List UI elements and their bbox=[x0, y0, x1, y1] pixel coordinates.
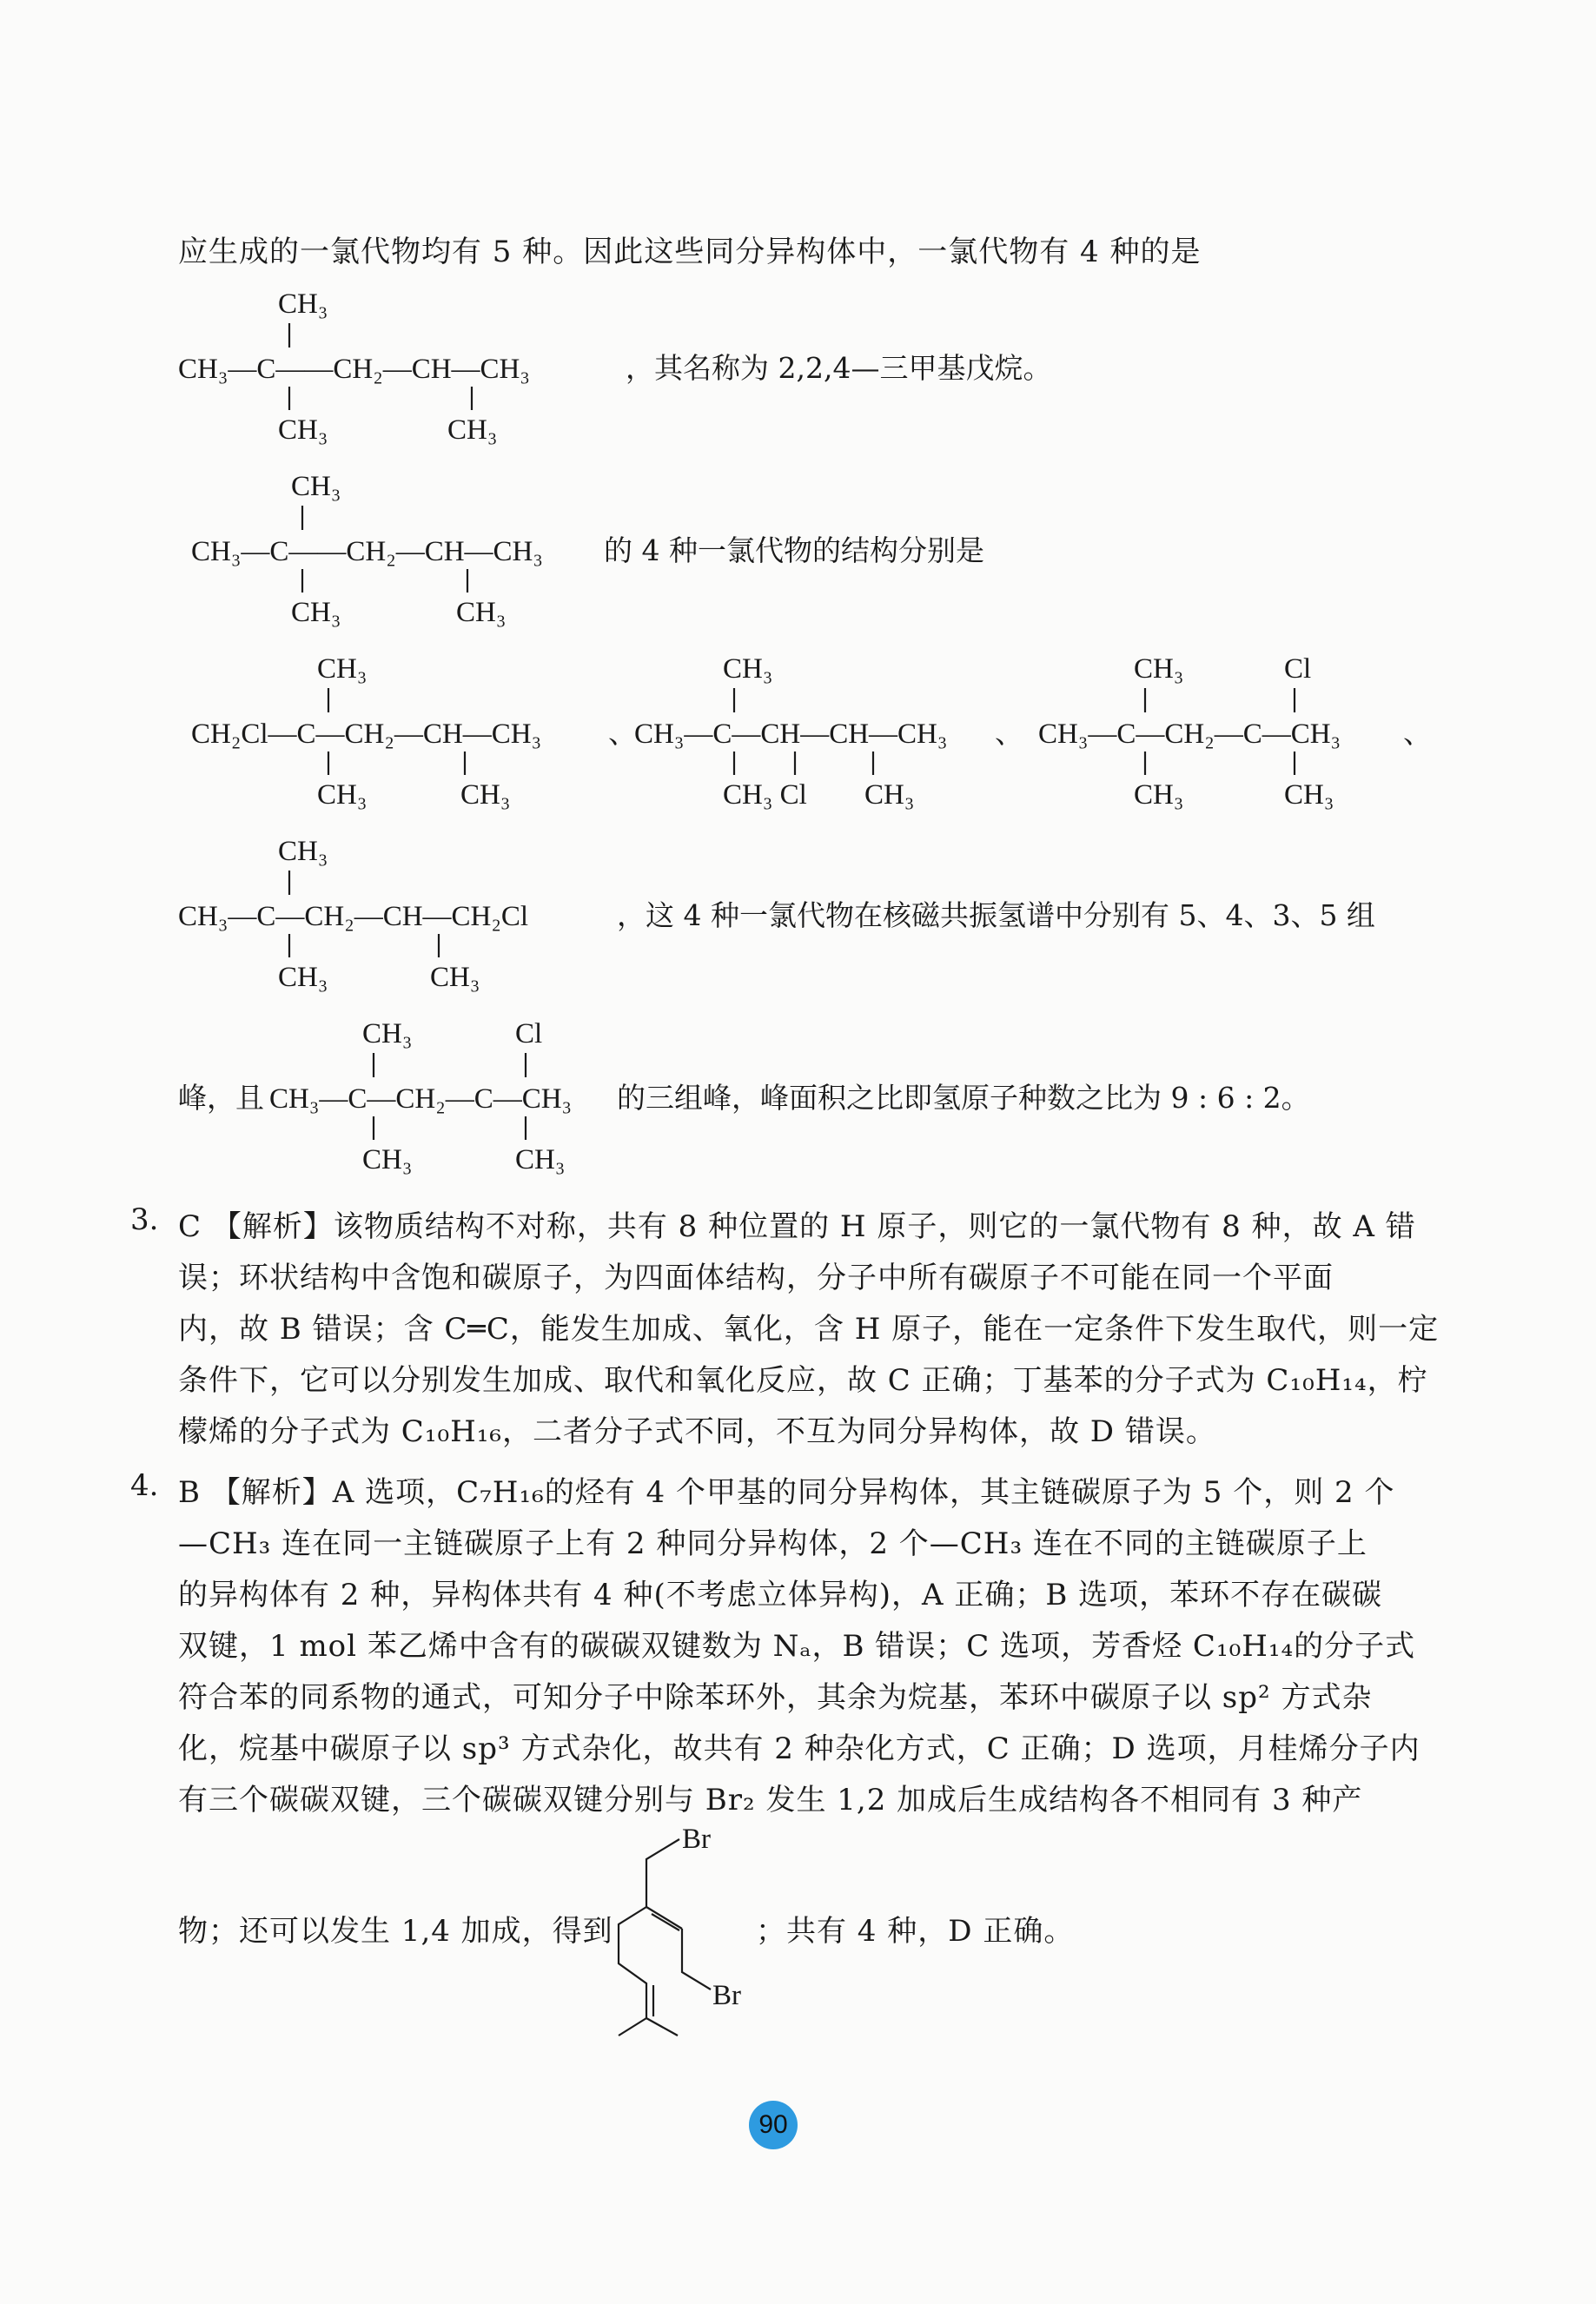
main-chain: CH₃—C——CH₂—CH—CH₃ bbox=[178, 354, 530, 385]
item-3-line-1: C 【解析】该物质结构不对称，共有 8 种位置的 H 原子，则它的一氯代物有 8 种，故 A 错 bbox=[178, 1209, 1416, 1244]
svg-text:CH₃: CH₃ bbox=[317, 779, 368, 811]
item-3-line-5: 檬烯的分子式为 C₁₀H₁₆，二者分子式不同，不互为同分异构体，故 D 错误。 bbox=[178, 1414, 1216, 1449]
isomer-1: CH₂Cl—C—CH₂—CH—CH₃ bbox=[191, 718, 542, 750]
svg-text:CH₃: CH₃ bbox=[278, 962, 328, 993]
svg-text:CH₃: CH₃ bbox=[278, 836, 328, 867]
item-3-number: 3. bbox=[130, 1202, 159, 1237]
svg-text:CH₃: CH₃ bbox=[1284, 779, 1334, 811]
item-4-line-4: 双键，1 mol 苯乙烯中含有的碳碳双键数为 Nₐ，B 错误；C 选项，芳香烃 C₁₀H₁₄的分子式 bbox=[178, 1629, 1416, 1664]
svg-text:CH₃: CH₃ bbox=[1134, 653, 1184, 685]
item-4-line-3: 的异构体有 2 种，异构体共有 4 种(不考虑立体异构)，A 正确；B 选项，苯环不存在碳碳 bbox=[178, 1578, 1383, 1612]
structure-repeat bbox=[191, 460, 1581, 643]
item-4-number: 4. bbox=[130, 1468, 159, 1503]
isomer-2: CH₃—C—CH—CH—CH₃ bbox=[634, 718, 948, 750]
methyl-bottom-2: CH₃ bbox=[447, 414, 498, 446]
svg-text:CH₃: CH₃ bbox=[317, 653, 368, 685]
svg-text:CH₃: CH₃ bbox=[1134, 779, 1184, 811]
svg-text:CH₃: CH₃ bbox=[515, 1144, 566, 1175]
item-4-line-6: 化，烷基中碳原子以 sp³ 方式杂化，故共有 2 种杂化方式，C 正确；D 选项，月桂烯分子内 bbox=[178, 1731, 1421, 1766]
methyl-bottom-1: CH₃ bbox=[278, 414, 328, 446]
page-number-badge: 90 bbox=[749, 2101, 798, 2149]
svg-text:CH₃: CH₃ bbox=[362, 1018, 413, 1049]
isomer-4: CH₃—C—CH₂—CH—CH₂Cl bbox=[178, 901, 529, 932]
svg-text:CH₃: CH₃ bbox=[460, 779, 511, 811]
methyl-bottom-1: CH₃ bbox=[291, 597, 341, 628]
methyl-bottom-2: CH₃ bbox=[456, 597, 507, 628]
item-4-line-2: —CH₃ 连在同一主链碳原子上有 2 种同分异构体，2 个—CH₃ 连在不同的主链碳原子上 bbox=[178, 1526, 1368, 1561]
svg-text:、: 、 bbox=[1403, 716, 1432, 750]
svg-text:峰，且: 峰，且 bbox=[178, 1081, 264, 1115]
name-text: ，其名称为 2,2,4—三甲基戊烷。 bbox=[626, 351, 1052, 385]
br-top-label: Br bbox=[682, 1824, 711, 1855]
chloro-isomers-row bbox=[191, 643, 1581, 825]
svg-text:CH₃ Cl: CH₃ Cl bbox=[723, 779, 807, 811]
svg-text:CH₃: CH₃ bbox=[362, 1144, 413, 1175]
structure-trimethylpentane bbox=[178, 278, 1568, 460]
methyl-top: CH₃ bbox=[278, 288, 328, 320]
svg-text:、: 、 bbox=[608, 716, 637, 750]
svg-text:、: 、 bbox=[995, 716, 1023, 750]
main-chain: CH₃—C——CH₂—CH—CH₃ bbox=[191, 536, 543, 567]
intro-text: 应生成的一氯代物均有 5 种。因此这些同分异构体中，一氯代物有 4 种的是 bbox=[178, 235, 1202, 269]
chloro-isomer-4 bbox=[178, 825, 1586, 1008]
methyl-top: CH₃ bbox=[291, 471, 341, 502]
peak-text: 的三组峰，峰面积之比即氢原子种数之比为 9 : 6 : 2。 bbox=[617, 1081, 1310, 1115]
item-4-line-5: 符合苯的同系物的通式，可知分子中除苯环外，其余为烷基，苯环中碳原子以 sp² 方式杂 bbox=[178, 1680, 1373, 1715]
item-4-last-prefix: 物；还可以发生 1,4 加成，得到 bbox=[178, 1914, 613, 1949]
item-4-line-7: 有三个碳碳双键，三个碳碳双键分别与 Br₂ 发生 1,2 加成后生成结构各不相同有 3 种产 bbox=[178, 1783, 1363, 1817]
item-3-line-2: 误；环状结构中含饱和碳原子，为四面体结构，分子中所有碳原子不可能在同一个平面 bbox=[178, 1261, 1334, 1295]
description-text: 的 4 种一氯代物的结构分别是 bbox=[604, 533, 984, 567]
peak-chain: CH₃—C—CH₂—C—CH₃ bbox=[269, 1083, 573, 1115]
item-3-line-4: 条件下，它可以分别发生加成、取代和氧化反应，故 C 正确；丁基苯的分子式为 C₁₀H₁₄，柠 bbox=[178, 1363, 1428, 1398]
svg-text:CH₃: CH₃ bbox=[723, 653, 773, 685]
item-4-line-1: B 【解析】A 选项，C₇H₁₆的烃有 4 个甲基的同分异构体，其主链碳原子为 5 个，则 2 个 bbox=[178, 1475, 1395, 1510]
svg-text:Cl: Cl bbox=[1284, 653, 1312, 685]
svg-text:CH₃: CH₃ bbox=[864, 779, 915, 811]
br-bottom-label: Br bbox=[712, 1980, 741, 2011]
nmr-text: ，这 4 种一氯代物在核磁共振氢谱中分别有 5、4、3、5 组 bbox=[617, 898, 1375, 932]
item-3-line-3: 内，故 B 错误；含 C═C，能发生加成、氧化，含 H 原子，能在一定条件下发生取代，则一定 bbox=[178, 1312, 1440, 1347]
svg-text:CH₃: CH₃ bbox=[430, 962, 480, 993]
peak-structure bbox=[178, 1008, 1586, 1190]
isomer-3: CH₃—C—CH₂—C—CH₃ bbox=[1038, 718, 1341, 750]
item-4-last-suffix: ；共有 4 种，D 正确。 bbox=[756, 1914, 1075, 1949]
svg-text:Cl: Cl bbox=[515, 1018, 543, 1049]
